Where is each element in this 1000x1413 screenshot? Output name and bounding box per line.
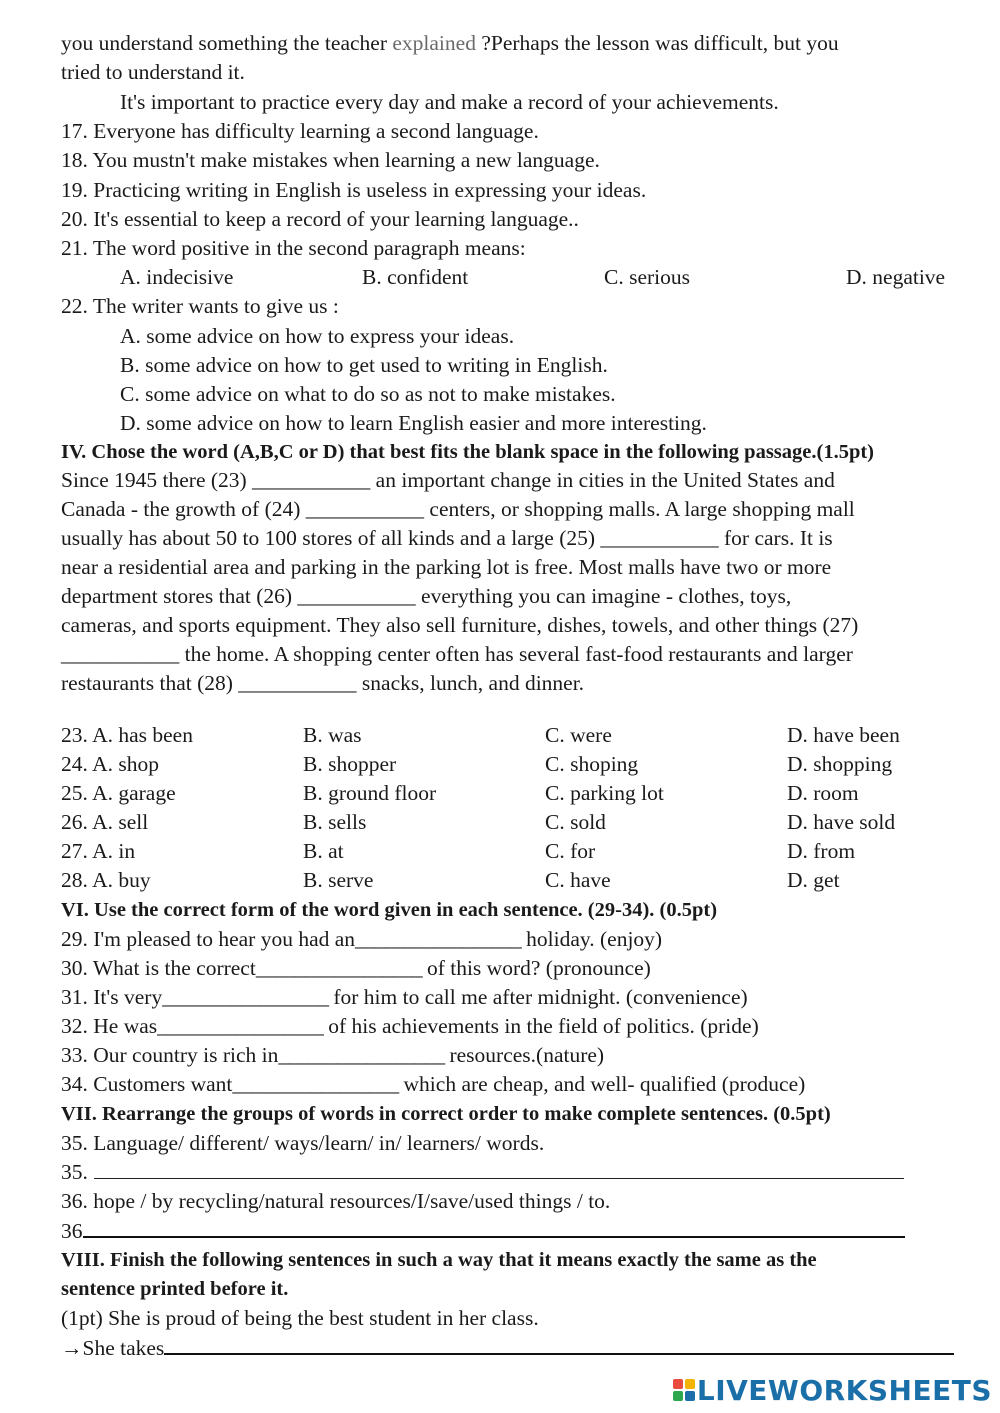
option-22-a[interactable]: A. some advice on how to express your ideas.	[120, 324, 515, 348]
section-4-heading: IV. Chose the word (A,B,C or D) that best fits the blank space in the following passage.(1.5pt)	[61, 441, 875, 463]
question-21: 21. The word positive in the second paragraph means:	[61, 236, 526, 260]
choice-26-b[interactable]: B. sells	[303, 810, 367, 834]
choice-27-d[interactable]: D. from	[787, 839, 856, 863]
rearrange-35: 35. Language/ different/ ways/learn/ in/ learners/ words.	[61, 1131, 545, 1155]
choice-23-a[interactable]: 23. A. has been	[61, 723, 193, 747]
choice-25-c[interactable]: C. parking lot	[545, 781, 664, 805]
answer-blank-31[interactable]: _________________	[162, 985, 328, 1009]
passage-line: cameras, and sports equipment. They also sell furniture, dishes, towels, and other things (27)	[61, 613, 859, 637]
choice-23-b[interactable]: B. was	[303, 723, 362, 747]
intro-line-2: tried to understand it.	[61, 60, 245, 84]
option-21-a[interactable]: A. indecisive	[120, 265, 234, 289]
choice-row-26	[61, 808, 960, 837]
option-21-d[interactable]: D. negative	[846, 265, 946, 289]
choice-25-a[interactable]: 25. A. garage	[61, 781, 176, 805]
answer-input-36[interactable]	[83, 1216, 905, 1238]
choice-24-c[interactable]: C. shoping	[545, 752, 639, 776]
choice-24-d[interactable]: D. shopping	[787, 752, 893, 776]
answer-line-36: 36	[61, 1216, 960, 1246]
transform-item: (1pt) She is proud of being the best student in her class.	[61, 1306, 539, 1330]
choice-27-c[interactable]: C. for	[545, 839, 596, 863]
section-8-heading: VIII. Finish the following sentences in such a way that it means exactly the same as the	[61, 1249, 817, 1271]
passage-line: usually has about 50 to 100 stores of all kinds and a large (25) ___________ for cars. It is	[61, 526, 833, 550]
word-form-32: 32. He was_________________ of his achievements in the field of politics. (pride)	[61, 1014, 759, 1038]
choice-27-b[interactable]: B. at	[303, 839, 344, 863]
logo-text: LIVEWORKSHEETS	[696, 1373, 992, 1407]
statement-19: 19. Practicing writing in English is useless in expressing your ideas.	[61, 178, 647, 202]
choice-28-a[interactable]: 28. A. buy	[61, 868, 151, 892]
choice-27-a[interactable]: 27. A. in	[61, 839, 136, 863]
option-21-c[interactable]: C. serious	[604, 265, 690, 289]
option-22-d[interactable]: D. some advice on how to learn English easier and more interesting.	[120, 411, 707, 435]
choice-28-c[interactable]: C. have	[545, 868, 611, 892]
answer-blank-30[interactable]: _________________	[255, 956, 422, 980]
choice-28-b[interactable]: B. serve	[303, 868, 374, 892]
option-21-b[interactable]: B. confident	[362, 265, 469, 289]
passage-line: near a residential area and parking in the parking lot is free. Most malls have two or more	[61, 555, 832, 579]
statement-20: 20. It's essential to keep a record of your learning language..	[61, 207, 579, 231]
answer-blank-33[interactable]: _________________	[278, 1043, 445, 1067]
passage-line: Canada - the growth of (24) ___________ centers, or shopping malls. A large shopping mall	[61, 497, 855, 521]
rearrange-36: 36. hope / by recycling/natural resources/I/save/used things / to.	[61, 1189, 611, 1213]
intro-line-1: you understand something the teacher explained ?Perhaps the lesson was difficult, but you	[61, 31, 839, 55]
passage-line: restaurants that (28) ___________ snacks, lunch, and dinner.	[61, 671, 585, 695]
logo-grid-icon	[673, 1379, 695, 1401]
choice-row-28	[61, 866, 960, 895]
choice-28-d[interactable]: D. get	[787, 868, 840, 892]
choice-row-25	[61, 779, 960, 808]
statement-18: 18. You mustn't make mistakes when learning a new language.	[61, 148, 600, 172]
answer-blank-34[interactable]: _________________	[232, 1072, 399, 1096]
choice-23-c[interactable]: C. were	[545, 723, 612, 747]
word-form-29: 29. I'm pleased to hear you had an_________________ holiday. (enjoy)	[61, 927, 663, 951]
passage-line: Since 1945 there (23) ___________ an important change in cities in the United States and	[61, 468, 835, 492]
question-22: 22. The writer wants to give us :	[61, 294, 339, 318]
word-form-31: 31. It's very_________________ for him to call me after midnight. (convenience)	[61, 985, 748, 1009]
choice-24-b[interactable]: B. shopper	[303, 752, 397, 776]
liveworksheets-logo[interactable]	[673, 1373, 992, 1407]
passage-line: ___________ the home. A shopping center often has several fast-food restaurants and larger	[61, 642, 853, 666]
choice-26-a[interactable]: 26. A. sell	[61, 810, 149, 834]
word-form-30: 30. What is the correct_________________ of this word? (pronounce)	[61, 956, 651, 980]
question-21-options	[120, 263, 960, 292]
intro-line-3: It's important to practice every day and make a record of your achievements.	[120, 90, 779, 114]
transform-answer-input[interactable]	[164, 1333, 954, 1355]
choice-25-d[interactable]: D. room	[787, 781, 859, 805]
choice-24-a[interactable]: 24. A. shop	[61, 752, 159, 776]
choice-26-d[interactable]: D. have sold	[787, 810, 896, 834]
choice-row-23	[61, 721, 960, 750]
choice-row-27	[61, 837, 960, 866]
choice-23-d[interactable]: D. have been	[787, 723, 900, 747]
option-22-b[interactable]: B. some advice on how to get used to writing in English.	[120, 353, 608, 377]
answer-line-35: 35.	[61, 1158, 960, 1187]
answer-blank-32[interactable]: _________________	[157, 1014, 323, 1038]
word-form-33: 33. Our country is rich in_________________ resources.(nature)	[61, 1043, 605, 1067]
statement-17: 17. Everyone has difficulty learning a second language.	[61, 119, 539, 143]
option-22-c[interactable]: C. some advice on what to do so as not to make mistakes.	[120, 382, 616, 406]
choice-26-c[interactable]: C. sold	[545, 810, 606, 834]
answer-input-35[interactable]	[94, 1158, 904, 1179]
section-6-heading: VI. Use the correct form of the word given in each sentence. (29-34). (0.5pt)	[61, 899, 718, 921]
word-form-34: 34. Customers want_________________ which are cheap, and well- qualified (produce)	[61, 1072, 806, 1096]
section-8-heading-cont: sentence printed before it.	[61, 1278, 289, 1300]
section-7-heading: VII. Rearrange the groups of words in correct order to make complete sentences. (0.5pt)	[61, 1103, 831, 1125]
choice-row-24	[61, 750, 960, 779]
passage-line: department stores that (26) ___________ everything you can imagine - clothes, toys,	[61, 584, 792, 608]
transform-answer-line: →She takes	[61, 1333, 960, 1363]
choice-25-b[interactable]: B. ground floor	[303, 781, 437, 805]
answer-blank-29[interactable]: _________________	[355, 927, 521, 951]
